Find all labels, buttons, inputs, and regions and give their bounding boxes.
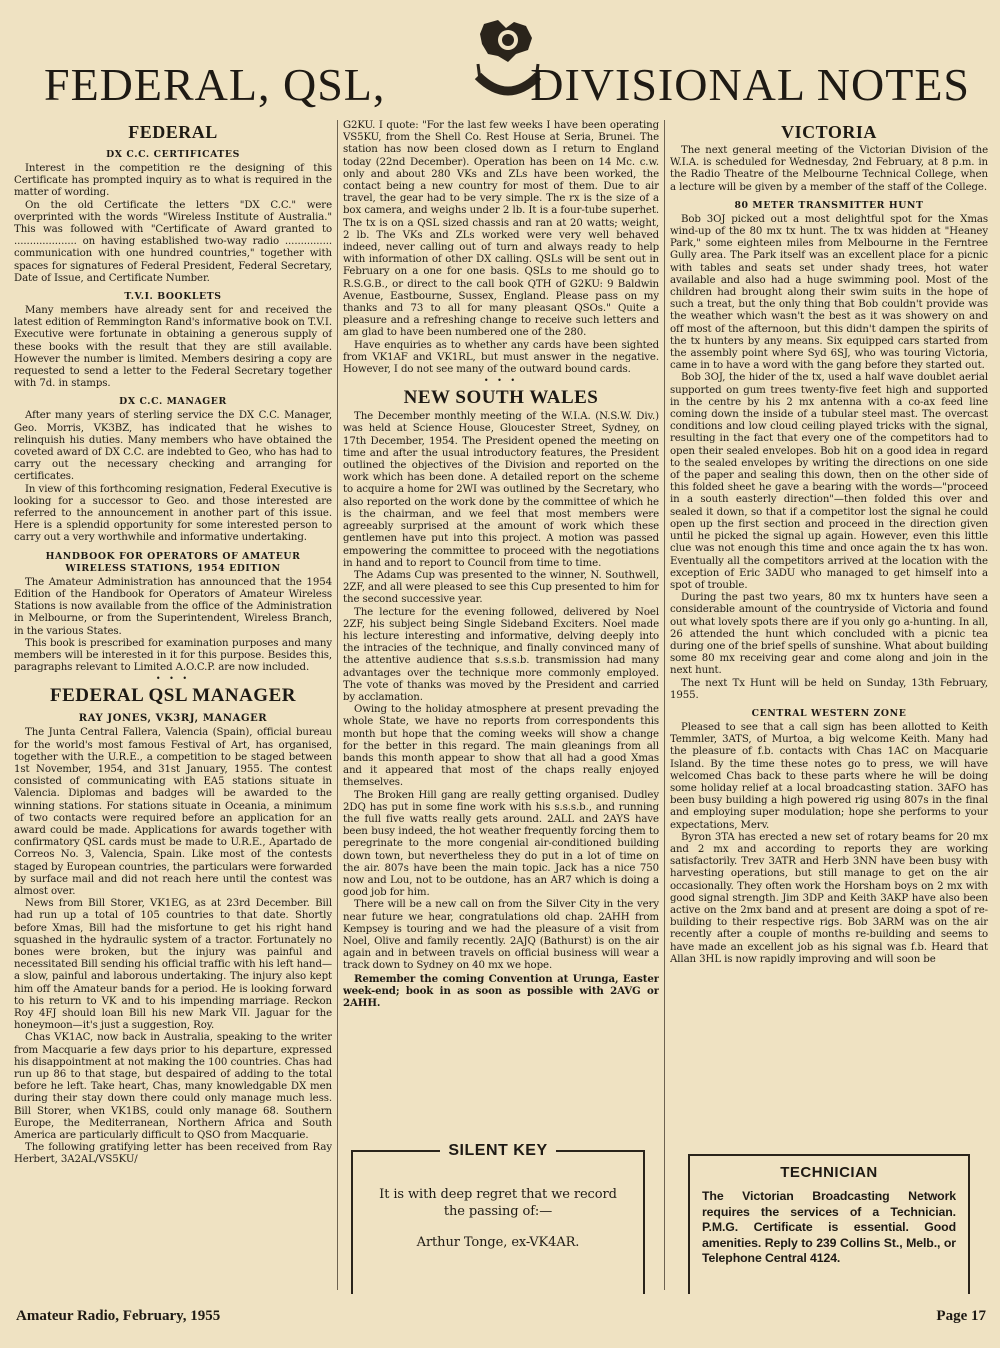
paragraph: During the past two years, 80 mx tx hunters have seen a considerable amount of the countryside of Victoria and found out what lovely spots there are if you only go a-hunting. In all, 26 attended the hunt which concluded with a picnic tea during one of the brief spells of sunshine. What about building some 80 mx receiving gear and come along and join in the next hunt. [670, 592, 988, 677]
paragraph: The Adams Cup was presented to the winner, N. Southwell, 2ZF, and all were pleased to see this Cup presented to him for the second successive year. [343, 569, 659, 606]
paragraph: The next general meeting of the Victorian Division of the W.I.A. is scheduled for Wednesday, 2nd February, at 8 p.m. in the Radio Theatre of the Melbourne Technical College, when a lecture will be given by a member of the staff of the College. [670, 145, 988, 193]
paragraph: The December monthly meeting of the W.I.A. (N.S.W. Div.) was held at Science House, Gloucester Street, Sydney, on 17th December, 1954. The President opened the meeting on time and after the usual introductory features, the President outlined the objectives of the Division and reported on the work which has been done. A detailed report on the scheme to acquire a home for 2WI was outlined by the Secretary, who also reported on the work done by the committee of which he is the chairman, and we feel that most members were agreeably surprised at the amount of work which these gentlemen have put into this project. A motion was passed empowering the committee to proceed with the negotiations in hand and to report to Council from time to time. [343, 411, 659, 569]
heading-handbook-line2: WIRELESS STATIONS, 1954 EDITION [65, 562, 281, 574]
paragraph: Bob 3OJ picked out a most delightful spot for the Xmas wind-up of the 80 mx tx hunt. The tx was hidden at "Heaney Park," some eighteen miles from Melbourne in the Ferntree Gully area. The Park itself was an excellent place for a picnic with tables and seats set under shady trees, hot water available and also had a huge swimming pool. Most of the children had brought along their swim suits in the hope of such a treat, but the only thing that Bob couldn't provide was the weather which wasn't the best as it was showery on and off most of the afternoon, but this didn't dampen the spirits of the tx hunters by any means. Six equipped cars started from the assembly point where Syd 6SJ, who was touring Victoria, came in to have a word with the gang before they started out. [670, 213, 988, 372]
paragraph: The Amateur Administration has announced that the 1954 Edition of the Handbook for Operators of Amateur Wireless Stations is now available from the office of the Administration in Melbourne, or from the Superintendent, Wireless Branch, in the various States. [14, 576, 332, 637]
section-title-federal: FEDERAL [128, 122, 218, 142]
column-1 [14, 116, 332, 1294]
technician-text: The Victorian Broadcasting Network requires the services of a Technician. P.M.G. Certificate is essential. Good amenities. Reply to 239 Collins St., Melb., or Telephone Central 4124. [702, 1189, 956, 1265]
paragraph: The Broken Hill gang are really getting organised. Dudley 2DQ has put in some fine work with his s.s.s.b., and running the full five watts really gets around. 2ALL and 2AYS have been busy indeed, the hot weather frequently forcing them to peregrinate to the more congenial air-conditioned building down town, but nevertheless they do put in a lot of time on the air. 807s have been the main topic. Jack has a nice 750 now and Lou, not to be outdone, has an AR7 which is doing a good job for him. [343, 789, 659, 899]
silent-key-name: Arthur Tonge, ex-VK4AR. [416, 1235, 580, 1250]
qsl-manager-subtitle: RAY JONES, VK3RJ, MANAGER [78, 713, 268, 725]
paragraph: Owing to the holiday atmosphere at present prevading the whole State, we have no reports from correspondents this month but hope that the coming weeks will show a change for the better in this regard. The main gleanings from all bands this month appear to show that all had a good Xmas and it appeared that most of the chaps really enjoyed themselves. [343, 704, 659, 789]
heading-central-western-zone: CENTRAL WESTERN ZONE [751, 707, 907, 719]
paragraph: This book is prescribed for examination purposes and many members will be interested in it for this purpose. Besides this, paragraphs relevant to Limited A.O.C.P. are now included. [14, 637, 332, 674]
column-2 [343, 116, 659, 1294]
heading-dxcc-manager: DX C.C. MANAGER [119, 396, 227, 408]
masthead [0, 0, 1000, 118]
paragraph: Many members have already sent for and received the latest edition of Remmington Rand's informative book on T.V.I. Executive were fortunate in obtaining a generous supply of these books with the result that they are still available. However the number is limited. Members desiring a copy are requested to send a letter to the Federal Secretary together with 7d. in stamps. [14, 305, 332, 390]
technician-title: TECHNICIAN [780, 1164, 878, 1181]
heading-80m-hunt: 80 METER TRANSMITTER HUNT [734, 199, 924, 211]
column-divider [337, 120, 338, 1290]
column-3 [670, 116, 988, 1294]
paragraph: There will be a new call on from the Silver City in the very near future we hear, congratulations old chap. 2AHH from Kempsey is touring and we had the pleasure of a visit from Noel, Olive and family recently. 2AJQ (Bathurst) is on the air again and in between travels on official business will wear a track down to Sydney on 40 mx we hope. [343, 899, 659, 972]
heading-handbook-line1: HANDBOOK FOR OPERATORS OF AMATEUR [45, 550, 301, 562]
section-title-qsl-manager: FEDERAL QSL MANAGER [50, 685, 296, 707]
masthead-left-text: FEDERAL, QSL, [44, 59, 386, 110]
paragraph: After many years of sterling service the DX C.C. Manager, Geo. Morris, VK3BZ, has indicated that he wishes to relinquish his duties. Many members who have obtained the coveted award of DX C.C. are indebted to Geo, who has had to carry out the necessary checking and arranging for certificates. [14, 410, 332, 483]
heading-tvi-booklets: T.V.I. BOOKLETS [124, 291, 222, 303]
paragraph: Chas VK1AC, now back in Australia, speaking to the writer from Macquarie a few days prior to his departure, expressed his disappointment at not making the 100 countries. Chas had run up 86 to that stage, but despaired of adding to the total before he left. Take heart, Chas, many knowledgable DX men during their stay down there could only manage much less. Bill Storer, when VK1BS, could only manage 68. Southern Europe, the Mediterranean, Northern Africa and South America are particularly difficult to QSO from Macquarie. [14, 1032, 332, 1142]
section-title-victoria: VICTORIA [781, 122, 877, 142]
paragraph: News from Bill Storer, VK1EG, as at 23rd December. Bill had run up a total of 105 countries to that date. Shortly before Xmas, Bill had the misfortune to get his right hand squashed in the hydraulic system of a tractor. Fortunately no bones were broken, but the injury was painful and necessitated Bill sending his official traffic with his left hand—a slow, painful and laborous undertaking. The injury also kept him off the Amateur bands for a period. He is looking forward to his return to VK and to his impending marriage. Reckon Roy 4FJ should loan Bill his new Mark VII. Jaguar for the honeymoon—it's just a suggestion, Roy. [14, 898, 332, 1032]
paragraph: The following gratifying letter has been received from Ray Herbert, 3A2AL/VS5KU/ [14, 1142, 332, 1166]
footer-page-number: Page 17 [936, 1308, 986, 1324]
masthead-title-left [44, 58, 385, 111]
silent-key-box [351, 1142, 645, 1294]
paragraph: Pleased to see that a call sign has been allotted to Keith Temmler, 3ATS, of Murtoa, a big welcome Keith. Many had the pleasure of f.b. contacts with Chas 1AC on Macquarie Island. By the time these notes go to press, we will have welcomed Chas back to these parts where he will be doing some holiday relief at a local broadcasting station. 3AFO has been busy building a high powered rig using 807s in the final and employing super modulation; hope she performs to your expectations, Merv. [670, 721, 988, 831]
masthead-title-right: DIVISIONAL NOTES [530, 59, 970, 110]
section-separator: • • • [155, 674, 191, 684]
paragraph: G2KU. I quote: "For the last few weeks I have been operating VS5KU, from the Shell Co. Rest House at Seria, Brunei. The station has now been closed down as I return to England today (22nd December). Operation has been on 14 Mc. c.w. only and about 280 VKs and ZLs have been worked, the contact being a new country for most of them. Due to air travel, the gear had to be very simple. The rx is the size of a box camera, and weighs under 2 lb. It is a four-tube superhet. The tx is on a QSL sized chassis and ran at 20 watts; weight, 2 lb. The VKs and ZLs worked were very well behaved indeed, never calling out of turn and always ready to help with information of other DX calling. QSLs will be sent out in February on a one for one basis. QSLs to me should go to R.S.G.B., or direct to the call book QTH of G2KU: 9 Baldwin Avenue, Eastbourne, Sussex, England. Please pass on my thanks and 73 to all for many pleasant QSOs." Quite a pleasure and a refreshing change to receive such letters and am glad to have been numbered one of the 280. [343, 120, 659, 339]
silent-key-text: It is with deep regret that we record the passing of:— [379, 1187, 617, 1219]
section-title-nsw: NEW SOUTH WALES [403, 387, 599, 409]
silent-key-title: SILENT KEY [440, 1142, 555, 1159]
section-separator: • • • [483, 376, 519, 386]
paragraph: Have enquiries as to whether any cards have been sighted from VK1AF and VK1RL, but must answer in the negative. However, I do not see many of the outward bound cards. [343, 339, 659, 376]
convention-notice: Remember the coming Convention at Urunga, Easter week-end; book in as soon as possible with 2AVG or 2AHH. [343, 972, 659, 1010]
footer-publication: Amateur Radio, February, 1955 [16, 1308, 221, 1324]
paragraph: The Junta Central Fallera, Valencia (Spain), official bureau for the world's most famous Festival of Art, has organised, together with the U.R.E., a competition to be staged between 1st November, 1954, and 31st January, 1955. The contest consisted of communicating with EA5 stations situate in Valencia. Diplomas and badges will be awarded to the winning stations. For stations situate in Oceania, a minimum of two contacts were required before an application for an award could be made. Applications for awards together with confirmatory QSL cards must be made to U.R.E., Apartado de Correos No. 3, Valencia, Spain. Like most of the contests staged by European countries, the particulars were forwarded by surface mail and did not reach here until the contest was almost over. [14, 727, 332, 897]
paragraph: In view of this forthcoming resignation, Federal Executive is looking for a successor to Geo. and those interested are referred to the announcement in another part of this issue. Here is a splendid opportunity for some interested person to carry out a very worthwhile and informative undertaking. [14, 483, 332, 544]
paragraph: On the old Certificate the letters "DX C.C." were overprinted with the words "Wireless Institute of Australia." This was followed with "Certificate of Award granted to .................... on having established two-way radio ............... communication with one hundred countries," together with spaces for signatures of Federal President, Federal Secretary, Date of Issue, and Certificate Number. [14, 199, 332, 284]
heading-dxcc-certificates: DX C.C. CERTIFICATES [106, 149, 240, 160]
paragraph: Byron 3TA has erected a new set of rotary beams for 20 mx and 2 mx and according to reports they are working satisfactorily. Trev 3ATR and Herb 3NN have been busy with harvesting operations, but still manage to get on the air occasionally. They often work the Horsham boys on 2 mx with good signal strength. Jim 3DP and Keith 3AKP have also been active on the 2mx band and at present are doing a spot of re-building to their respective rigs. Bob 3ARM was on the air recently after a couple of months re-building and seems to have made an excellent job as his signal was f.b. Heard that Allan 3HL is now rapidly improving and will soon be [670, 831, 988, 965]
column-divider [664, 120, 665, 1290]
paragraph: Bob 3OJ, the hider of the tx, used a half wave doublet aerial supported on gum trees twenty-five feet high and supported in the centre by his 2 mx antenna with a co-ax feed line coming down the inside of a tubular steel mast. The overcast conditions and low cloud ceiling played tricks with the signal, resulting in the fact that every one of the competitors had to open their sealed envelopes. Bob hit on a good idea in regard to the sealed envelopes by writing the directions on one side of the paper and sealing this down, then on the other side of this folded sheet he gave a bearing with the words—"proceed in a south easterly direction"—then folded this over and sealed it down, so that if a competitor lost the signal he could open up the first section and proceed in the direction given until he picked the signal up again. However, even this little clue was not enough this time and once again the tx has won. Eventually all the competitors arrived at the location with the exception of Eric 3ADU who managed to get himself into a spot of trouble. [670, 372, 988, 591]
paragraph: The next Tx Hunt will be held on Sunday, 13th February, 1955. [670, 677, 988, 701]
paragraph: Interest in the competition re the designing of this Certificate has prompted inquiry as to what is required in the matter of wording. [14, 163, 332, 199]
paragraph: The lecture for the evening followed, delivered by Noel 2ZF, his subject being Single Sideband Exciters. Noel made his lecture interesting and informative, delving deeply into the intracies of the technique, and finally convinced many of the attentive audience that s.s.s.b. transmission had many advantages over the technique more commonly employed. The vote of thanks was moved by the President and carried by acclamation. [343, 606, 659, 703]
technician-advert-box [688, 1154, 970, 1294]
